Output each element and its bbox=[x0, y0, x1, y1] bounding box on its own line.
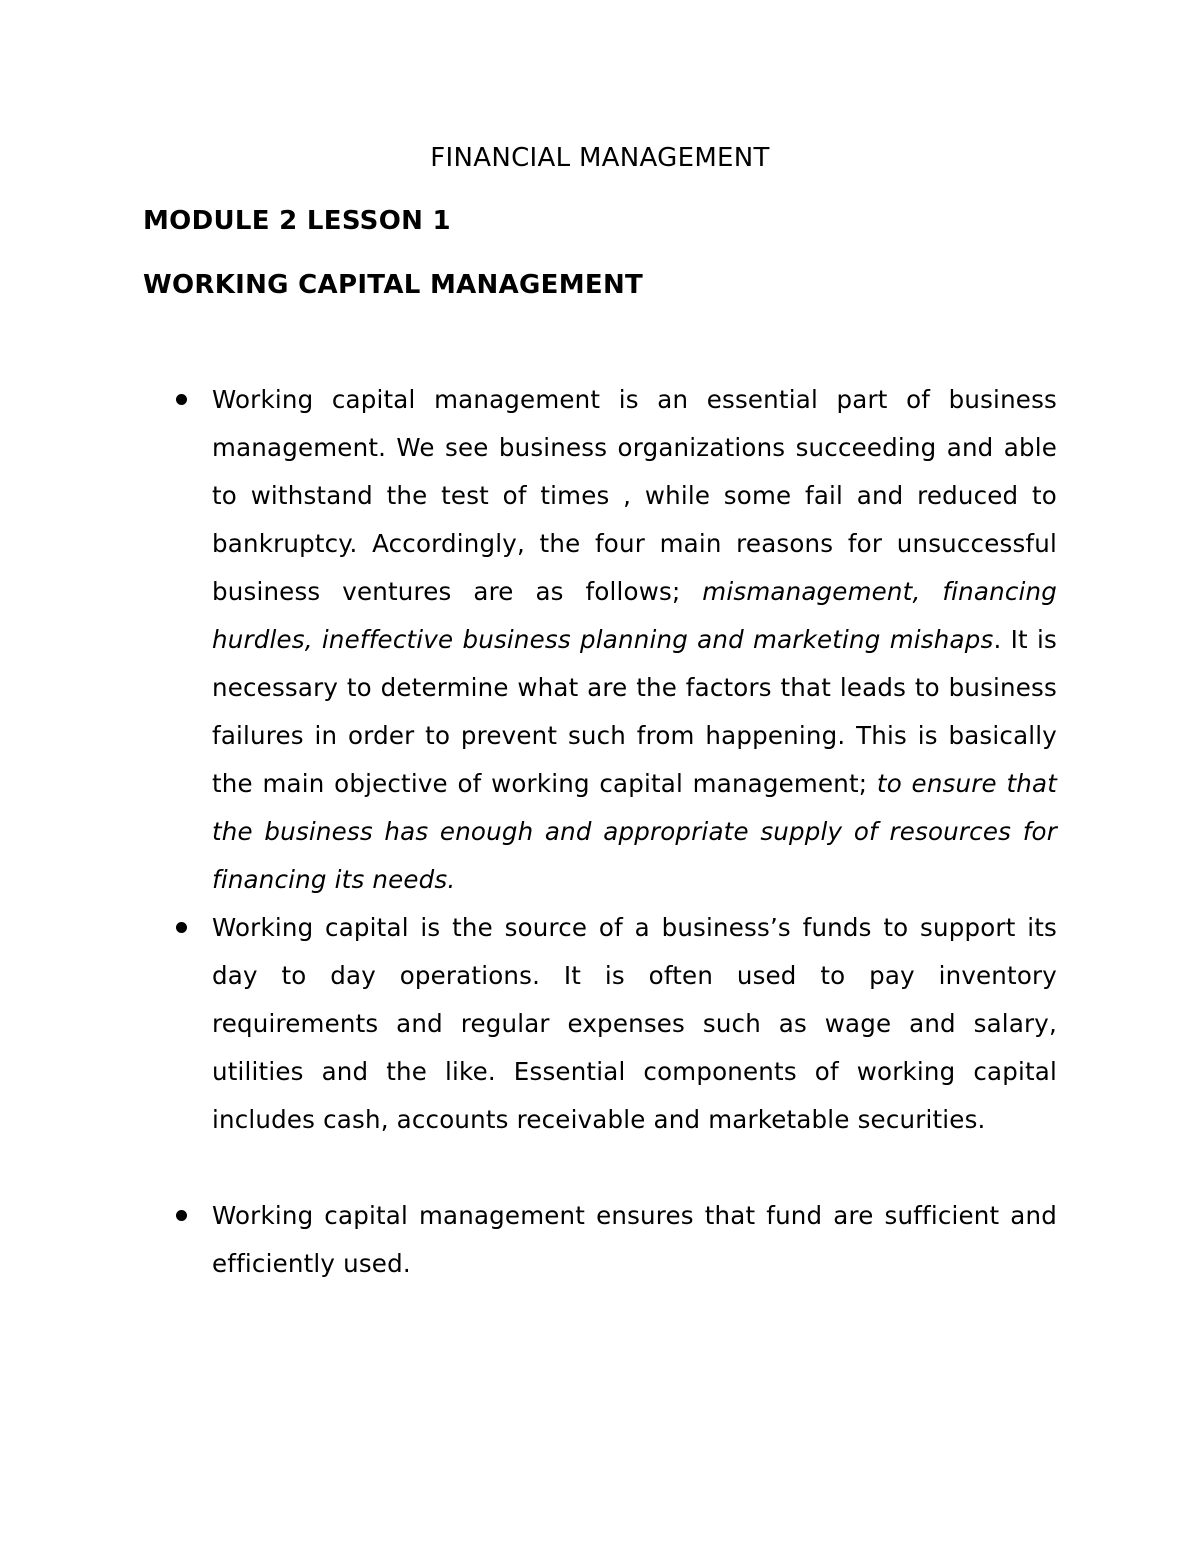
list-item bbox=[0, 904, 1057, 1144]
bullet-emphasis: to ensure that the business has enough and appropriate supply of resources for financing its needs. bbox=[212, 769, 1058, 894]
module-heading: MODULE 2 LESSON 1 bbox=[143, 206, 451, 236]
bullet-text: . It is necessary to determine what are the factors that leads to business failures in order to prevent such from happening. This is basically the main objective of working capital management; bbox=[212, 625, 1058, 798]
bullet-text: Working capital management ensures that fund are sufficient and efficiently used. bbox=[212, 1201, 1057, 1278]
bullet-dot-icon bbox=[176, 1210, 187, 1221]
bullet-list bbox=[0, 376, 1200, 1288]
bullet-text: Working capital is the source of a business’s funds to support its day to day operations. It is often used to pay inventory requirements and regular expenses such as wage and salary, utilities and the like. Essential components of working capital includes cash, accounts receivable and marketable securities. bbox=[212, 913, 1057, 1134]
bullet-dot-icon bbox=[176, 394, 187, 405]
bullet-text: Working capital management is an essential part of business management. We see business organizations succeeding and able to withstand the test of times , while some fail and reduced to bankruptcy. Accordingly, the four main reasons for unsuccessful business ventures are as follows; bbox=[212, 385, 1057, 606]
document-title: FINANCIAL MANAGEMENT bbox=[430, 143, 770, 173]
bullet-dot-icon bbox=[176, 922, 187, 933]
list-item bbox=[0, 376, 1057, 904]
topic-heading: WORKING CAPITAL MANAGEMENT bbox=[143, 270, 644, 300]
bullet-emphasis: mismanagement, financing hurdles, ineffective business planning and marketing mishaps bbox=[212, 577, 1057, 654]
list-item bbox=[0, 1192, 1057, 1288]
